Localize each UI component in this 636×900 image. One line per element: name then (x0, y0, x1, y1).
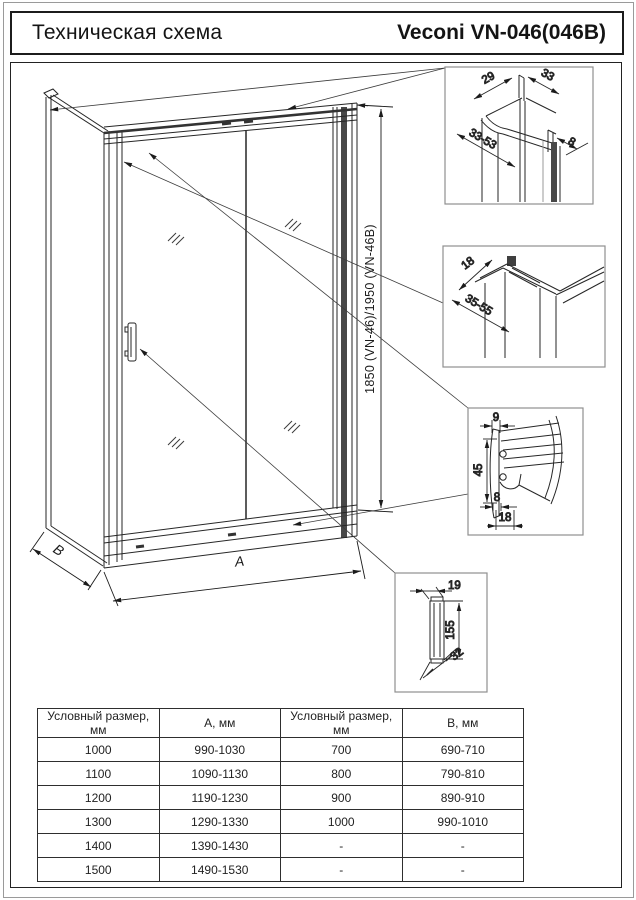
table-row (38, 786, 524, 810)
roller-bracket (244, 121, 253, 122)
table-cell: - (281, 834, 403, 858)
table-cell: 690-710 (402, 738, 524, 762)
table-header-cell: Условный размер, мм (38, 709, 160, 738)
dim-33: 33 (538, 67, 556, 84)
table-header-cell: А, мм (159, 709, 281, 738)
table-cell: 900 (281, 786, 403, 810)
left-wall-profile (104, 131, 122, 568)
dim-29: 29 (480, 70, 498, 87)
height-dimension-label: 1850 (VN-46)/1950 (VN-46B) (363, 224, 377, 394)
table-cell: 1000 (38, 738, 160, 762)
right-wall-profile (333, 103, 357, 538)
size-table-body (38, 738, 524, 882)
dim-19: 19 (448, 580, 461, 592)
dim-32: 32 (448, 645, 466, 664)
table-row (38, 858, 524, 882)
roller-bracket (136, 546, 144, 547)
dim-9: 9 (492, 412, 500, 424)
glass-hatch (168, 219, 301, 449)
detail-wall-profile-top (445, 67, 593, 204)
table-cell: 990-1010 (402, 810, 524, 834)
roller-bracket (222, 123, 231, 124)
dim-33-53: 33-53 (466, 126, 499, 152)
detail-leader-lines (50, 68, 468, 573)
size-table (37, 708, 524, 882)
table-header-cell: В, мм (402, 709, 524, 738)
table-cell: 1400 (38, 834, 160, 858)
side-panel (44, 89, 108, 566)
table-cell: 1390-1430 (159, 834, 281, 858)
dim-18: 18 (459, 254, 477, 273)
table-header-row (38, 709, 524, 738)
table-row (38, 834, 524, 858)
main-dimensions (30, 105, 393, 606)
depth-dimension-label: B (50, 540, 67, 560)
width-dimension-label: A (233, 552, 246, 570)
table-cell: 700 (281, 738, 403, 762)
shower-enclosure-drawing (44, 89, 357, 568)
page-title: Техническая схема (32, 21, 223, 44)
table-cell: 1000 (281, 810, 403, 834)
detail-handle (395, 573, 487, 692)
dim-8: 8 (565, 135, 578, 150)
dim-155: 155 (445, 620, 457, 640)
table-row (38, 762, 524, 786)
door-handle (125, 323, 136, 361)
bottom-rail (104, 505, 357, 568)
table-row (38, 810, 524, 834)
dim-35-55: 35-55 (462, 292, 495, 319)
detail-box (468, 408, 583, 535)
roller-bracket (228, 534, 236, 535)
table-cell: - (281, 858, 403, 882)
dim-8: 8 (493, 492, 501, 504)
detail-rail-section (468, 408, 583, 535)
top-rail (104, 103, 357, 144)
table-cell: 1200 (38, 786, 160, 810)
detail-wall-profile-bottom (443, 246, 605, 367)
table-cell: 1190-1230 (159, 786, 281, 810)
dim-18: 18 (498, 512, 512, 524)
table-cell: 1290-1330 (159, 810, 281, 834)
table-cell: 800 (281, 762, 403, 786)
table-row (38, 738, 524, 762)
table-header-cell: Условный размер, мм (281, 709, 403, 738)
product-name: Veconi VN-046(046B) (397, 21, 606, 44)
table-cell: 790-810 (402, 762, 524, 786)
table-cell: 890-910 (402, 786, 524, 810)
table-cell: 1100 (38, 762, 160, 786)
table-cell: 1090-1130 (159, 762, 281, 786)
table-cell: 990-1030 (159, 738, 281, 762)
table-cell: 1490-1530 (159, 858, 281, 882)
table-cell: 1500 (38, 858, 160, 882)
dim-45: 45 (473, 463, 485, 477)
table-cell: 1300 (38, 810, 160, 834)
table-cell: - (402, 834, 524, 858)
table-cell: - (402, 858, 524, 882)
